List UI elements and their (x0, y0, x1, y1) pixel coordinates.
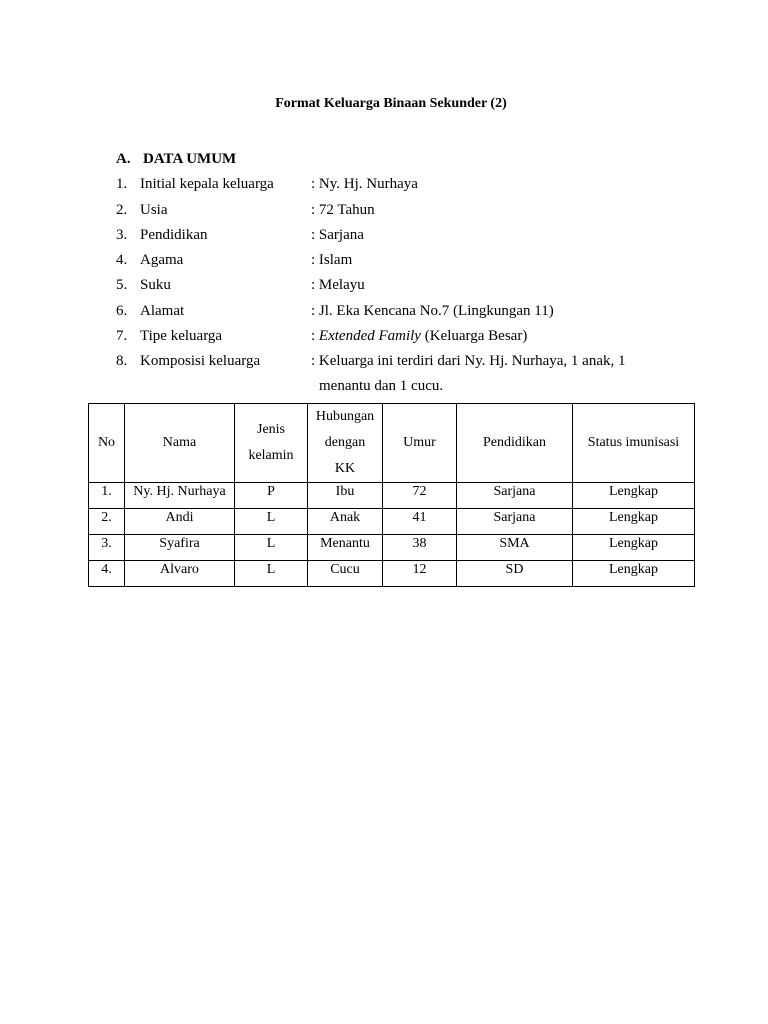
table-row (89, 483, 695, 509)
header-kelamin-line: kelamin (248, 448, 294, 463)
cell-status: Lengkap (573, 561, 695, 587)
cell-jenis-kelamin: P (235, 483, 308, 509)
item-label: Komposisi keluarga (140, 353, 261, 369)
cell-hubungan: Anak (308, 509, 383, 535)
cell-pendidikan: Sarjana (457, 483, 573, 509)
cell-hubungan: Cucu (308, 561, 383, 587)
cell-pendidikan: Sarjana (457, 509, 573, 535)
item-value (311, 326, 527, 346)
section-letter: A. (116, 151, 131, 167)
item-number: 4. (116, 252, 128, 268)
item-label: Initial kepala keluarga (140, 176, 274, 192)
table-row (89, 561, 695, 587)
cell-pendidikan: SMA (457, 535, 573, 561)
item-number: 3. (116, 227, 128, 243)
table-row (89, 535, 695, 561)
header-dengan-line: dengan (324, 435, 366, 450)
item-number: 5. (116, 277, 128, 293)
item-value: : Keluarga ini terdiri dari Ny. Hj. Nurhaya, 1 anak, 1 (311, 353, 626, 369)
header-hubungan (308, 404, 383, 483)
list-item (116, 250, 353, 270)
cell-status: Lengkap (573, 509, 695, 535)
item-label: Agama (140, 252, 184, 268)
item-value: : 72 Tahun (311, 202, 375, 218)
list-item (116, 326, 528, 346)
cell-hubungan: Ibu (308, 483, 383, 509)
header-kk-line: KK (334, 461, 356, 476)
cell-umur: 72 (383, 483, 457, 509)
item-label: Tipe keluarga (140, 328, 223, 344)
cell-nama: Andi (125, 509, 235, 535)
header-jenis-line: Jenis (257, 422, 285, 437)
item-value: : Ny. Hj. Nurhaya (311, 176, 418, 192)
cell-umur: 38 (383, 535, 457, 561)
item-value: : Islam (311, 252, 353, 268)
table-row (89, 509, 695, 535)
item-label: Pendidikan (140, 227, 208, 243)
header-nama: Nama (125, 404, 235, 483)
cell-umur: 12 (383, 561, 457, 587)
value-italic: Extended Family (318, 328, 421, 344)
item-number: 1. (116, 176, 128, 192)
section-heading (116, 151, 236, 168)
section-label: DATA UMUM (143, 151, 237, 167)
cell-status: Lengkap (573, 535, 695, 561)
cell-jenis-kelamin: L (235, 509, 308, 535)
list-item (116, 200, 375, 220)
header-umur: Umur (383, 404, 457, 483)
item-number: 6. (116, 303, 128, 319)
list-item (116, 351, 626, 371)
item-label: Alamat (140, 303, 185, 319)
item-number: 7. (116, 328, 128, 344)
document-title: Format Keluarga Binaan Sekunder (2) (275, 96, 507, 111)
item-value: : Jl. Eka Kencana No.7 (Lingkungan 11) (311, 303, 554, 319)
cell-no: 2. (89, 509, 125, 535)
cell-pendidikan: SD (457, 561, 573, 587)
cell-no: 4. (89, 561, 125, 587)
cell-no: 3. (89, 535, 125, 561)
cell-jenis-kelamin: L (235, 561, 308, 587)
value-suffix: (Keluarga Besar) (420, 328, 528, 344)
header-no: No (89, 404, 125, 483)
header-pendidikan: Pendidikan (457, 404, 573, 483)
family-table (88, 403, 695, 587)
header-status: Status imunisasi (573, 404, 695, 483)
value-prefix: : (311, 328, 319, 344)
item-value: : Melayu (311, 277, 365, 293)
item-value-continuation: menantu dan 1 cucu. (319, 378, 444, 394)
cell-nama: Ny. Hj. Nurhaya (125, 483, 235, 509)
cell-jenis-kelamin: L (235, 535, 308, 561)
list-item (116, 275, 365, 295)
item-number: 8. (116, 353, 128, 369)
list-item (116, 174, 418, 194)
cell-nama: Alvaro (125, 561, 235, 587)
list-item (116, 225, 364, 245)
header-jenis-kelamin (235, 404, 308, 483)
item-number: 2. (116, 202, 128, 218)
cell-hubungan: Menantu (308, 535, 383, 561)
cell-nama: Syafira (125, 535, 235, 561)
item-label: Suku (140, 277, 171, 293)
item-value: : Sarjana (311, 227, 364, 243)
item-label: Usia (140, 202, 168, 218)
cell-umur: 41 (383, 509, 457, 535)
table-header-row (89, 404, 695, 483)
cell-no: 1. (89, 483, 125, 509)
header-hubungan-line: Hubungan (315, 409, 375, 424)
cell-status: Lengkap (573, 483, 695, 509)
list-item (116, 301, 554, 321)
